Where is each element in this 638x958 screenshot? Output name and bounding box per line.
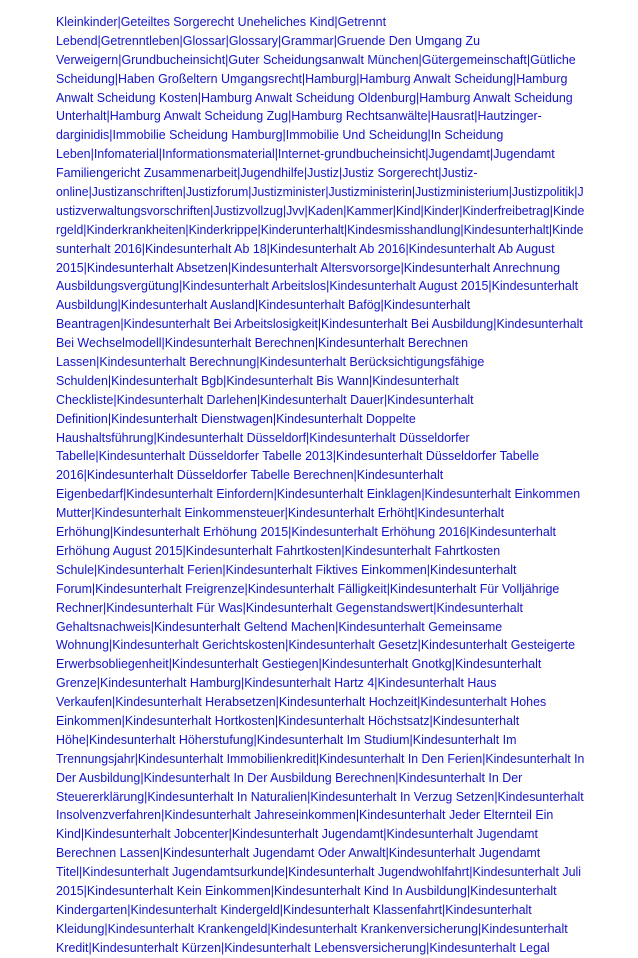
text-line-34: Wohnung|Kindesunterhalt Gerichtskosten|Kindesunterhalt Gesetz|Kindesunterhalt Gesteigerte [56, 638, 576, 653]
text-line-43: Insolvenzverfahren|Kindesunterhalt Jahreseinkommen|Kindesunterhalt Jeder Elternteil Ein [56, 808, 554, 823]
text-line-24: Tabelle|Kindesunterhalt Düsseldorfer Tabelle 2013|Kindesunterhalt Düsseldorfer Tabelle [56, 449, 540, 464]
text-line-38: Einkommen|Kindesunterhalt Hortkosten|Kindesunterhalt Höchstsatz|Kindesunterhalt [56, 713, 520, 728]
text-line-13: sunterhalt 2016|Kindesunterhalt Ab 18|Kindesunterhalt Ab 2016|Kindesunterhalt Ab August [56, 241, 555, 256]
text-line-29: Erhöhung August 2015|Kindesunterhalt Fahrtkosten|Kindesunterhalt Fahrtkosten [56, 543, 501, 558]
text-line-37: Verkaufen|Kindesunterhalt Herabsetzen|Kindesunterhalt Hochzeit|Kindesunterhalt Hohes [56, 695, 547, 710]
text-line-10: online|Justizanschriften|Justizforum|Justizminister|Justizministerin|Justizministerium|Justizpolitik|J [56, 185, 584, 200]
text-line-7: darginidis|Immobilie Scheidung Hamburg|Immobilie Und Scheidung|In Scheidung [56, 128, 504, 143]
text-line-1: Kleinkinder|Geteiltes Sorgerecht Uneheliches Kind|Getrennt [56, 15, 387, 29]
text-line-41: Der Ausbildung|Kindesunterhalt In Der Ausbildung Berechnen|Kindesunterhalt In Der [56, 770, 523, 785]
text-line-11: ustizverwaltungsvorschriften|Justizvollzug|Jvv|Kaden|Kammer|Kind|Kinder|Kinderfreibetrag|Kinde [56, 203, 585, 218]
text-line-42: Steuererklärung|Kindesunterhalt In Naturalien|Kindesunterhalt In Verzug Setzen|Kindesunterhalt [56, 789, 584, 804]
text-line-21: Checkliste|Kindesunterhalt Darlehen|Kindesunterhalt Dauer|Kindesunterhalt [56, 392, 474, 407]
text-line-18: Bei Wechselmodell|Kindesunterhalt Berechnen|Kindesunterhalt Berechnen [56, 336, 469, 351]
text-line-36: Grenze|Kindesunterhalt Hamburg|Kindesunterhalt Hartz 4|Kindesunterhalt Haus [56, 676, 497, 691]
text-line-2: Lebend|Getrenntleben|Glossar|Glossary|Grammar|Gruende Den Umgang Zu [56, 33, 481, 48]
text-line-44: Kind|Kindesunterhalt Jobcenter|Kindesunterhalt Jugendamt|Kindesunterhalt Jugendamt [56, 827, 538, 842]
text-line-5: Anwalt Scheidung Kosten|Hamburg Anwalt Scheidung Oldenburg|Hamburg Anwalt Scheidung [56, 90, 573, 105]
text-line-31: Forum|Kindesunterhalt Freigrenze|Kindesunterhalt Fälligkeit|Kindesunterhalt Für Volljährige [56, 581, 560, 596]
text-line-47: 2015|Kindesunterhalt Kein Einkommen|Kindesunterhalt Kind In Ausbildung|Kindesunterhalt [56, 883, 557, 898]
text-line-32: Rechner|Kindesunterhalt Für Was|Kindesunterhalt Gegenstandswert|Kindesunterhalt [56, 600, 523, 615]
text-line-35: Erwerbsobliegenheit|Kindesunterhalt Gestiegen|Kindesunterhalt Gnotkg|Kindesunterhalt [56, 657, 542, 672]
text-line-12: rgeld|Kinderkrankheiten|Kinderkrippe|Kinderunterhalt|Kindesmisshandlung|Kindesunterhalt|Kinde [56, 222, 584, 237]
text-line-17: Beantragen|Kindesunterhalt Bei Arbeitslosigkeit|Kindesunterhalt Bei Ausbildung|Kindesunterhalt [56, 317, 583, 332]
text-line-6: Unterhalt|Hamburg Anwalt Scheidung Zug|Hamburg Rechtsanwälte|Hausrat|Hautzinger- [56, 109, 542, 124]
text-line-33: Gehaltsnachweis|Kindesunterhalt Geltend Machen|Kindesunterhalt Gemeinsame [56, 619, 503, 634]
text-line-20: Schulden|Kindesunterhalt Bgb|Kindesunterhalt Bis Wann|Kindesunterhalt [56, 373, 459, 388]
text-line-49: Kleidung|Kindesunterhalt Krankengeld|Kindesunterhalt Krankenversicherung|Kindesunterhalt [56, 921, 568, 936]
text-line-28: Erhöhung|Kindesunterhalt Erhöhung 2015|Kindesunterhalt Erhöhung 2016|Kindesunterhalt [56, 525, 556, 540]
text-line-22: Definition|Kindesunterhalt Dienstwagen|Kindesunterhalt Doppelte [56, 411, 416, 426]
text-line-45: Berechnen Lassen|Kindesunterhalt Jugendamt Oder Anwalt|Kindesunterhalt Jugendamt [56, 846, 541, 861]
text-line-39: Höhe|Kindesunterhalt Höherstufung|Kindesunterhalt Im Studium|Kindesunterhalt Im [56, 732, 517, 747]
text-line-30: Schule|Kindesunterhalt Ferien|Kindesunterhalt Fiktives Einkommen|Kindesunterhalt [56, 562, 517, 577]
text-line-4: Scheidung|Haben Großeltern Umgangsrecht|Hamburg|Hamburg Anwalt Scheidung|Hamburg [56, 71, 568, 86]
text-line-26: Eigenbedarf|Kindesunterhalt Einfordern|Kindesunterhalt Einklagen|Kindesunterhalt Einkommen [56, 487, 581, 502]
text-line-46: Titel|Kindesunterhalt Jugendamtsurkunde|Kindesunterhalt Jugendwohlfahrt|Kindesunterhalt Juli [56, 865, 582, 880]
text-line-16: Ausbildung|Kindesunterhalt Ausland|Kindesunterhalt Bafög|Kindesunterhalt [56, 298, 471, 313]
text-line-15: Ausbildungsvergütung|Kindesunterhalt Arbeitslos|Kindesunterhalt August 2015|Kindesunterhalt [56, 279, 579, 294]
text-line-48: Kindergarten|Kindesunterhalt Kindergeld|Kindesunterhalt Klassenfahrt|Kindesunterhalt [56, 902, 532, 917]
text-line-23: Haushaltsführung|Kindesunterhalt Düsseldorf|Kindesunterhalt Düsseldorfer [56, 430, 470, 445]
text-line-27: Mutter|Kindesunterhalt Einkommensteuer|Kindesunterhalt Erhöht|Kindesunterhalt [56, 506, 505, 521]
text-line-19: Lassen|Kindesunterhalt Berechnung|Kindesunterhalt Berücksichtigungsfähige [56, 355, 485, 370]
text-line-3: Verweigern|Grundbucheinsicht|Guter Scheidungsanwalt München|Gütergemeinschaft|Gütliche [56, 52, 576, 67]
text-line-25: 2016|Kindesunterhalt Düsseldorfer Tabelle Berechnen|Kindesunterhalt [56, 468, 444, 483]
tag-list-text [56, 13, 584, 958]
text-line-40: Trennungsjahr|Kindesunterhalt Immobilienkredit|Kindesunterhalt In Den Ferien|Kindesunterhalt In [56, 751, 585, 766]
text-line-50: Kredit|Kindesunterhalt Kürzen|Kindesunterhalt Lebensversicherung|Kindesunterhalt Legal [56, 940, 550, 955]
text-line-9: Familiengericht Zusammenarbeit|Jugendhilfe|Justiz|Justiz Sorgerecht|Justiz- [56, 166, 478, 181]
text-line-14: 2015|Kindesunterhalt Absetzen|Kindesunterhalt Altersvorsorge|Kindesunterhalt Anrechnung [56, 260, 561, 275]
text-line-8: Leben|Infomaterial|Informationsmaterial|Internet-grundbucheinsicht|Jugendamt|Jugendamt [56, 147, 555, 162]
